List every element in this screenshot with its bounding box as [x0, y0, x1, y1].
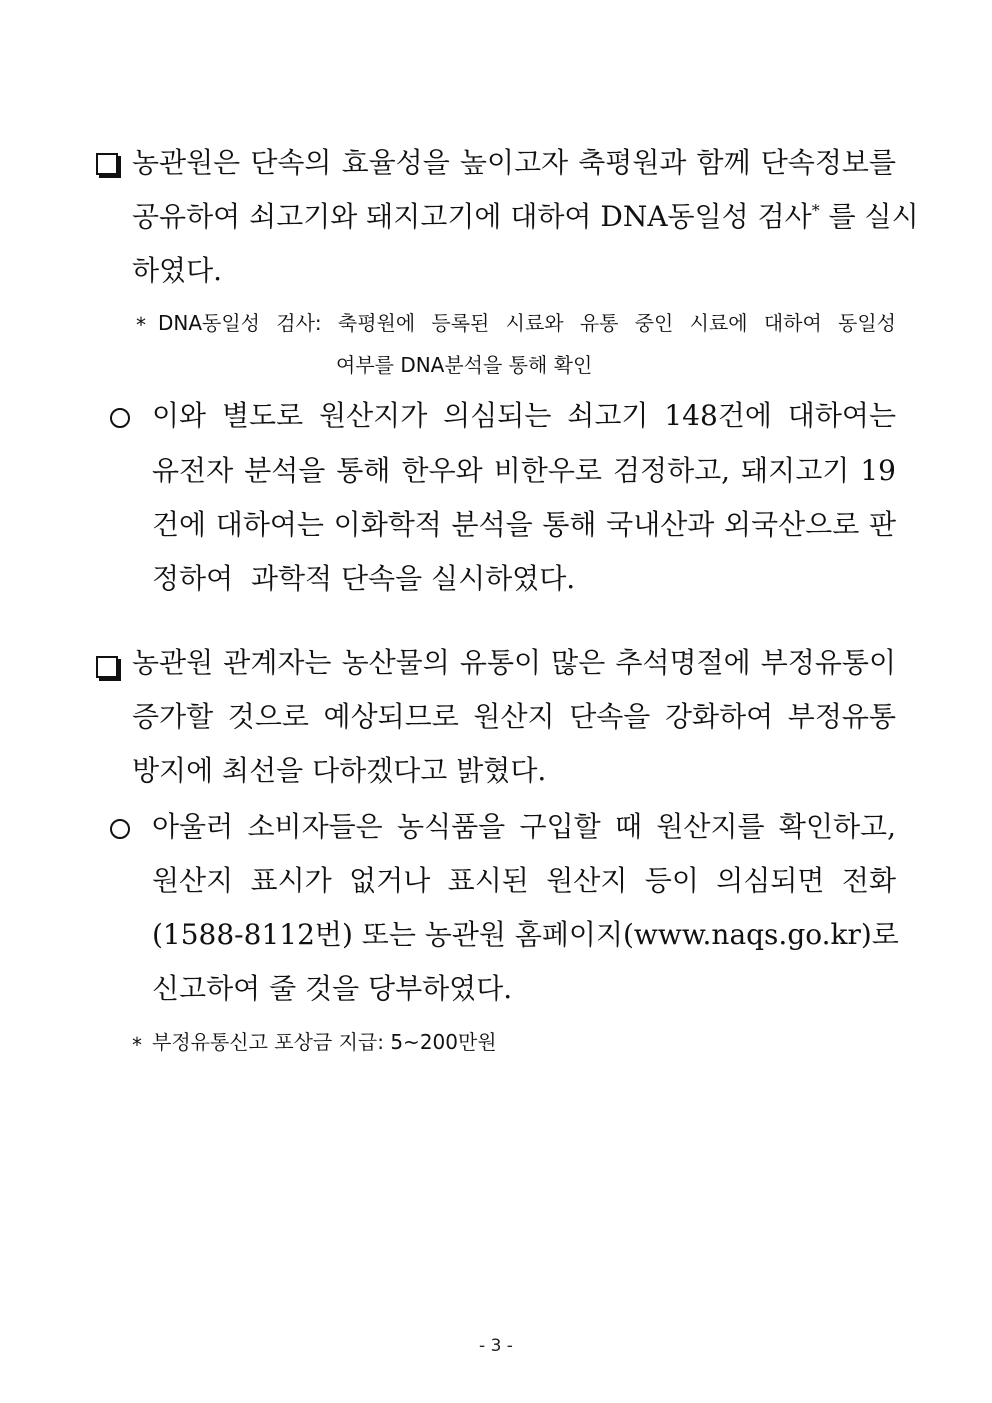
note1-line-1: DNA동일성 검사: 축평원에 등록된 시료와 유통 중인 시료에 대하여 동일성 — [158, 311, 896, 335]
note2-line-1: 부정유통신고 포상금 지급: 5~200만원 — [152, 1030, 497, 1054]
section1-line-3: 하였다. — [132, 254, 223, 287]
section1-line-2 — [132, 200, 919, 234]
section1-line-1: 농관원은 단속의 효율성을 높이고자 축평원과 함께 단속정보를 — [132, 146, 896, 179]
section1-sub-line-3: 건에 대하여는 이화학적 분석을 통해 국내산과 외국산으로 판 — [152, 508, 896, 541]
section2-sub-line-1: 아울러 소비자들은 농식품을 구입할 때 원산지를 확인하고, — [152, 810, 896, 843]
section2-line-1: 농관원 관계자는 농산물의 유통이 많은 추석명절에 부정유통이 — [132, 646, 896, 679]
note1-line-2: 여부를 DNA분석을 통해 확인 — [336, 353, 593, 377]
section2-line-2: 증가할 것으로 예상되므로 원산지 단속을 강화하여 부정유통 — [132, 700, 896, 733]
section1-sub-line-1: 이와 별도로 원산지가 의심되는 쇠고기 148건에 대하여는 — [152, 399, 896, 432]
section1-line-2-text: 공유하여 쇠고기와 돼지고기에 대하여 DNA동일성 검사 — [132, 200, 812, 233]
square-bullet-icon — [96, 153, 118, 175]
footnote-marker: * — [811, 201, 820, 220]
note-marker: * — [136, 313, 146, 337]
section2-sub-line-4: 신고하여 줄 것을 당부하였다. — [152, 972, 513, 1005]
note-marker: * — [132, 1033, 142, 1057]
section1-line-2-end: 를 실시 — [819, 200, 919, 233]
circle-bullet-icon — [110, 819, 130, 839]
section2-sub-line-2: 원산지 표시가 없거나 표시된 원산지 등이 의심되면 전화 — [152, 864, 896, 897]
circle-bullet-icon — [110, 408, 130, 428]
section1-sub-line-4: 정하여 과학적 단속을 실시하였다. — [152, 562, 576, 595]
section2-line-3: 방지에 최선을 다하겠다고 밝혔다. — [132, 754, 547, 787]
section1-sub-line-2: 유전자 분석을 통해 한우와 비한우로 검정하고, 돼지고기 19 — [152, 454, 896, 487]
page-number: - 3 - — [479, 1336, 513, 1356]
square-bullet-icon — [96, 656, 118, 678]
section2-sub-line-3: (1588-8112번) 또는 농관원 홈페이지(www.naqs.go.kr)로 — [152, 918, 899, 951]
